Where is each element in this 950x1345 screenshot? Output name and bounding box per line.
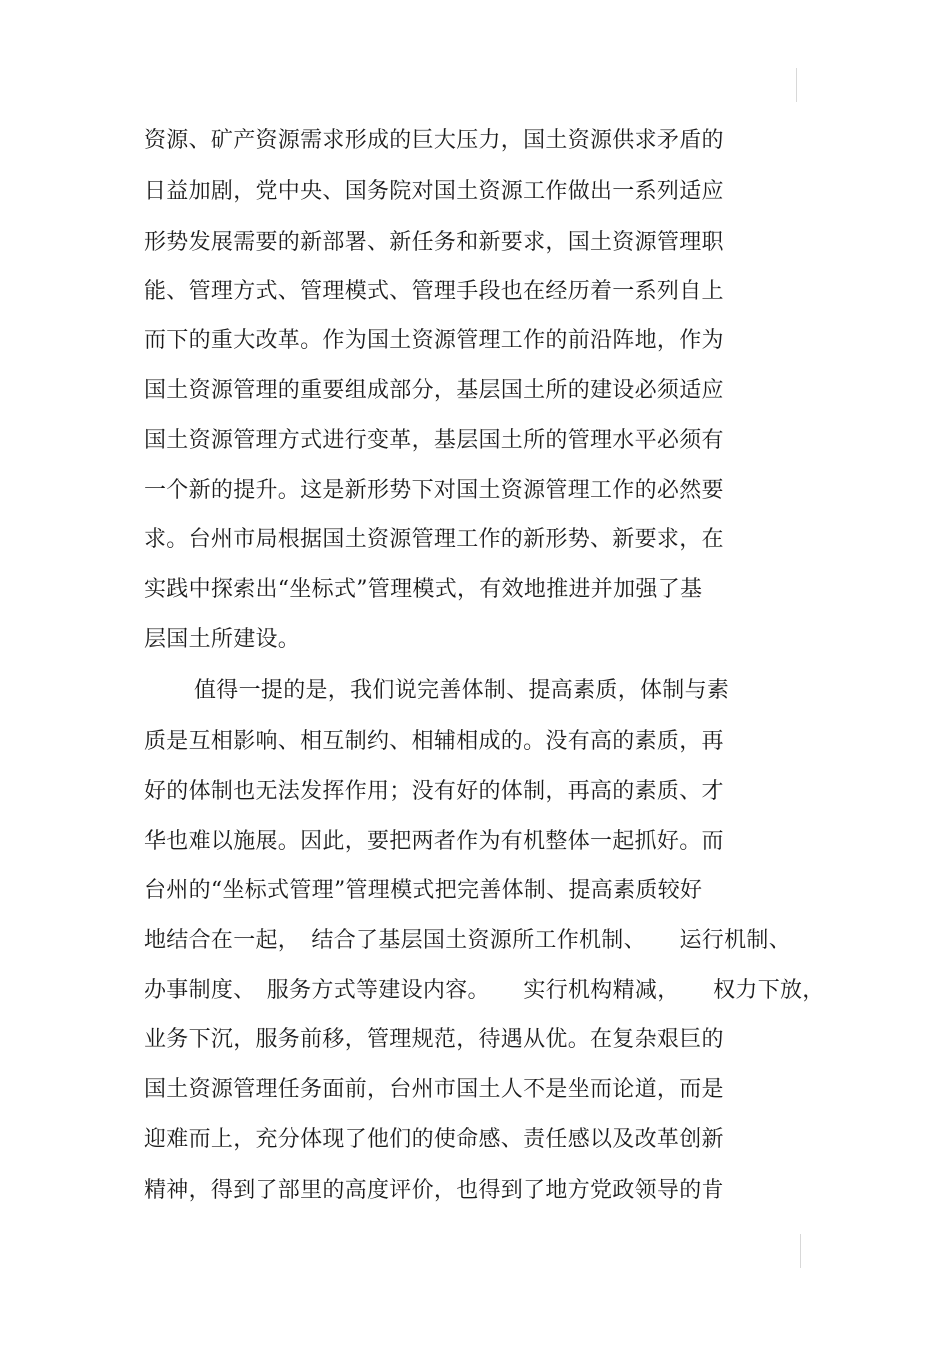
page-margin-mark-bottom bbox=[800, 1234, 801, 1268]
text-line: 形势发展需要的新部署、新任务和新要求，国土资源管理职 bbox=[144, 230, 724, 255]
text-line: 资源、矿产资源需求形成的巨大压力，国土资源供求矛盾的 bbox=[144, 128, 724, 153]
text-line: 实践中探索出“坐标式”管理模式，有效地推进并加强了基 bbox=[144, 577, 703, 602]
text-line: 而下的重大改革。作为国土资源管理工作的前沿阵地，作为 bbox=[144, 328, 724, 353]
text-line: 华也难以施展。因此，要把两者作为有机整体一起抓好。而 bbox=[144, 829, 724, 854]
text-line: 求。台州市局根据国土资源管理工作的新形势、新要求，在 bbox=[144, 527, 724, 552]
text-line: 办事制度、 服务方式等建设内容。 实行机构精减， 权力下放， bbox=[144, 978, 825, 1003]
page-margin-mark-top bbox=[796, 68, 797, 102]
text-line: 精神，得到了部里的高度评价，也得到了地方党政领导的肯 bbox=[144, 1178, 724, 1203]
text-line: 台州的“坐标式管理”管理模式把完善体制、提高素质较好 bbox=[144, 878, 703, 903]
text-line: 一个新的提升。这是新形势下对国土资源管理工作的必然要 bbox=[144, 478, 724, 503]
text-line: 国土资源管理的重要组成部分，基层国土所的建设必须适应 bbox=[144, 378, 724, 403]
text-line: 地结合在一起， 结合了基层国土资源所工作机制、 运行机制、 bbox=[144, 928, 792, 953]
text-line: 国土资源管理任务面前，台州市国土人不是坐而论道，而是 bbox=[144, 1077, 724, 1102]
text-line: 好的体制也无法发挥作用；没有好的体制，再高的素质、才 bbox=[144, 779, 724, 804]
text-line: 国土资源管理方式进行变革，基层国土所的管理水平必须有 bbox=[144, 428, 724, 453]
text-line: 迎难而上，充分体现了他们的使命感、责任感以及改革创新 bbox=[144, 1127, 724, 1152]
text-line: 日益加剧，党中央、国务院对国土资源工作做出一系列适应 bbox=[144, 179, 724, 204]
text-line: 质是互相影响、相互制约、相辅相成的。没有高的素质，再 bbox=[144, 729, 724, 754]
text-line: 业务下沉，服务前移，管理规范，待遇从优。在复杂艰巨的 bbox=[144, 1027, 724, 1052]
paragraph-first-line: 值得一提的是，我们说完善体制、提高素质，体制与素 bbox=[194, 678, 730, 703]
text-line: 能、管理方式、管理模式、管理手段也在经历着一系列自上 bbox=[144, 279, 724, 304]
text-line: 层国土所建设。 bbox=[144, 627, 301, 652]
